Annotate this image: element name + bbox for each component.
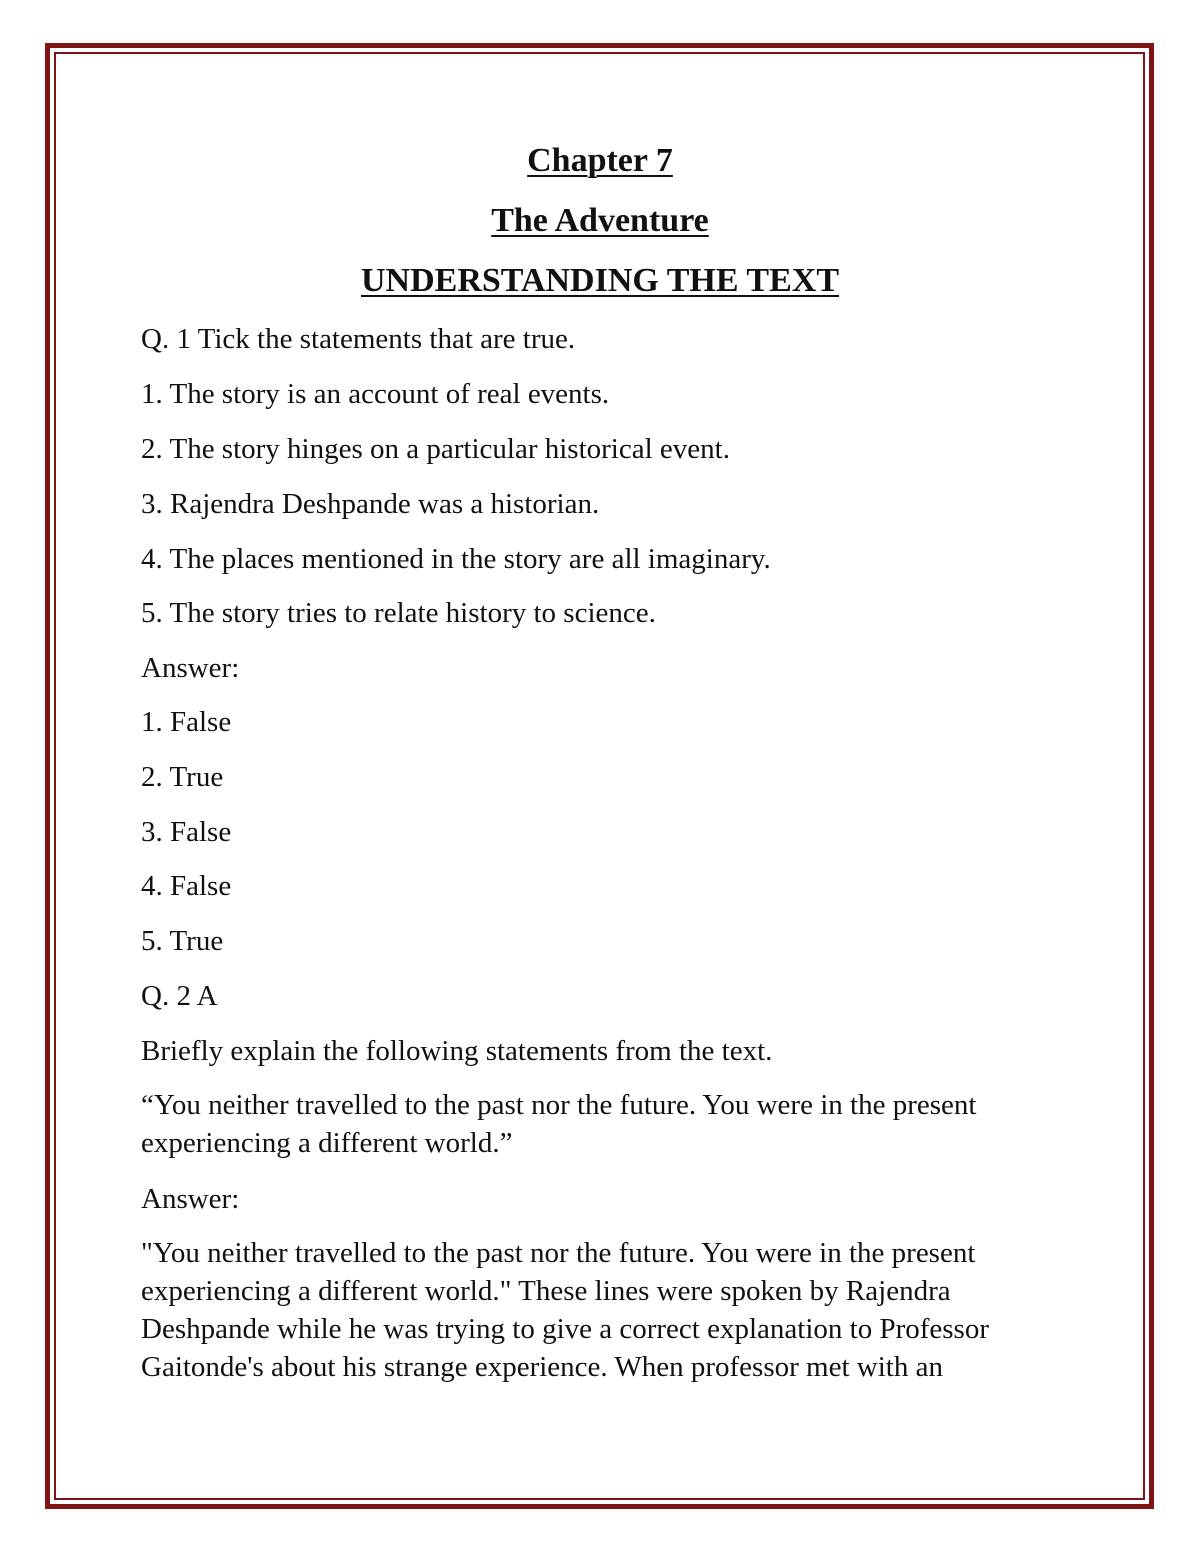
chapter-title: The Adventure xyxy=(491,202,709,239)
q1-answer: 5. True xyxy=(141,925,224,957)
q1-statement: 3. Rajendra Deshpande was a historian. xyxy=(141,488,600,520)
q1-answer: 4. False xyxy=(141,870,232,902)
q1-prompt: Q. 1 Tick the statements that are true. xyxy=(141,323,576,355)
chapter-heading: Chapter 7 xyxy=(527,142,673,179)
q1-answer: 1. False xyxy=(141,706,232,738)
q1-statement: 5. The story tries to relate history to science. xyxy=(141,597,656,629)
q2-prompt: Briefly explain the following statements from the text. xyxy=(141,1035,773,1067)
q2-quote: “You neither travelled to the past nor the future. You were in the present xyxy=(141,1089,977,1121)
section-heading: UNDERSTANDING THE TEXT xyxy=(360,262,839,299)
q1-answer: 3. False xyxy=(141,816,232,848)
q1-statement: 4. The places mentioned in the story are all imaginary. xyxy=(141,543,771,575)
q2-quote: experiencing a different world.” xyxy=(141,1127,513,1159)
q1-answer: 2. True xyxy=(141,761,224,793)
q2-label: Q. 2 A xyxy=(141,980,218,1012)
q1-statement: 1. The story is an account of real events. xyxy=(141,378,610,410)
q1-statement: 2. The story hinges on a particular historical event. xyxy=(141,433,730,465)
q1-answer-label: Answer: xyxy=(141,652,240,684)
q2-answer-label: Answer: xyxy=(141,1183,240,1215)
q2-answer-text: "You neither travelled to the past nor the future. You were in the present experiencing a different world." These lines were spoken by Rajendra Deshpande while he was trying to give a correct explanation to Professor Gaitonde's about his strange experience. When professor met with an xyxy=(141,1237,989,1383)
